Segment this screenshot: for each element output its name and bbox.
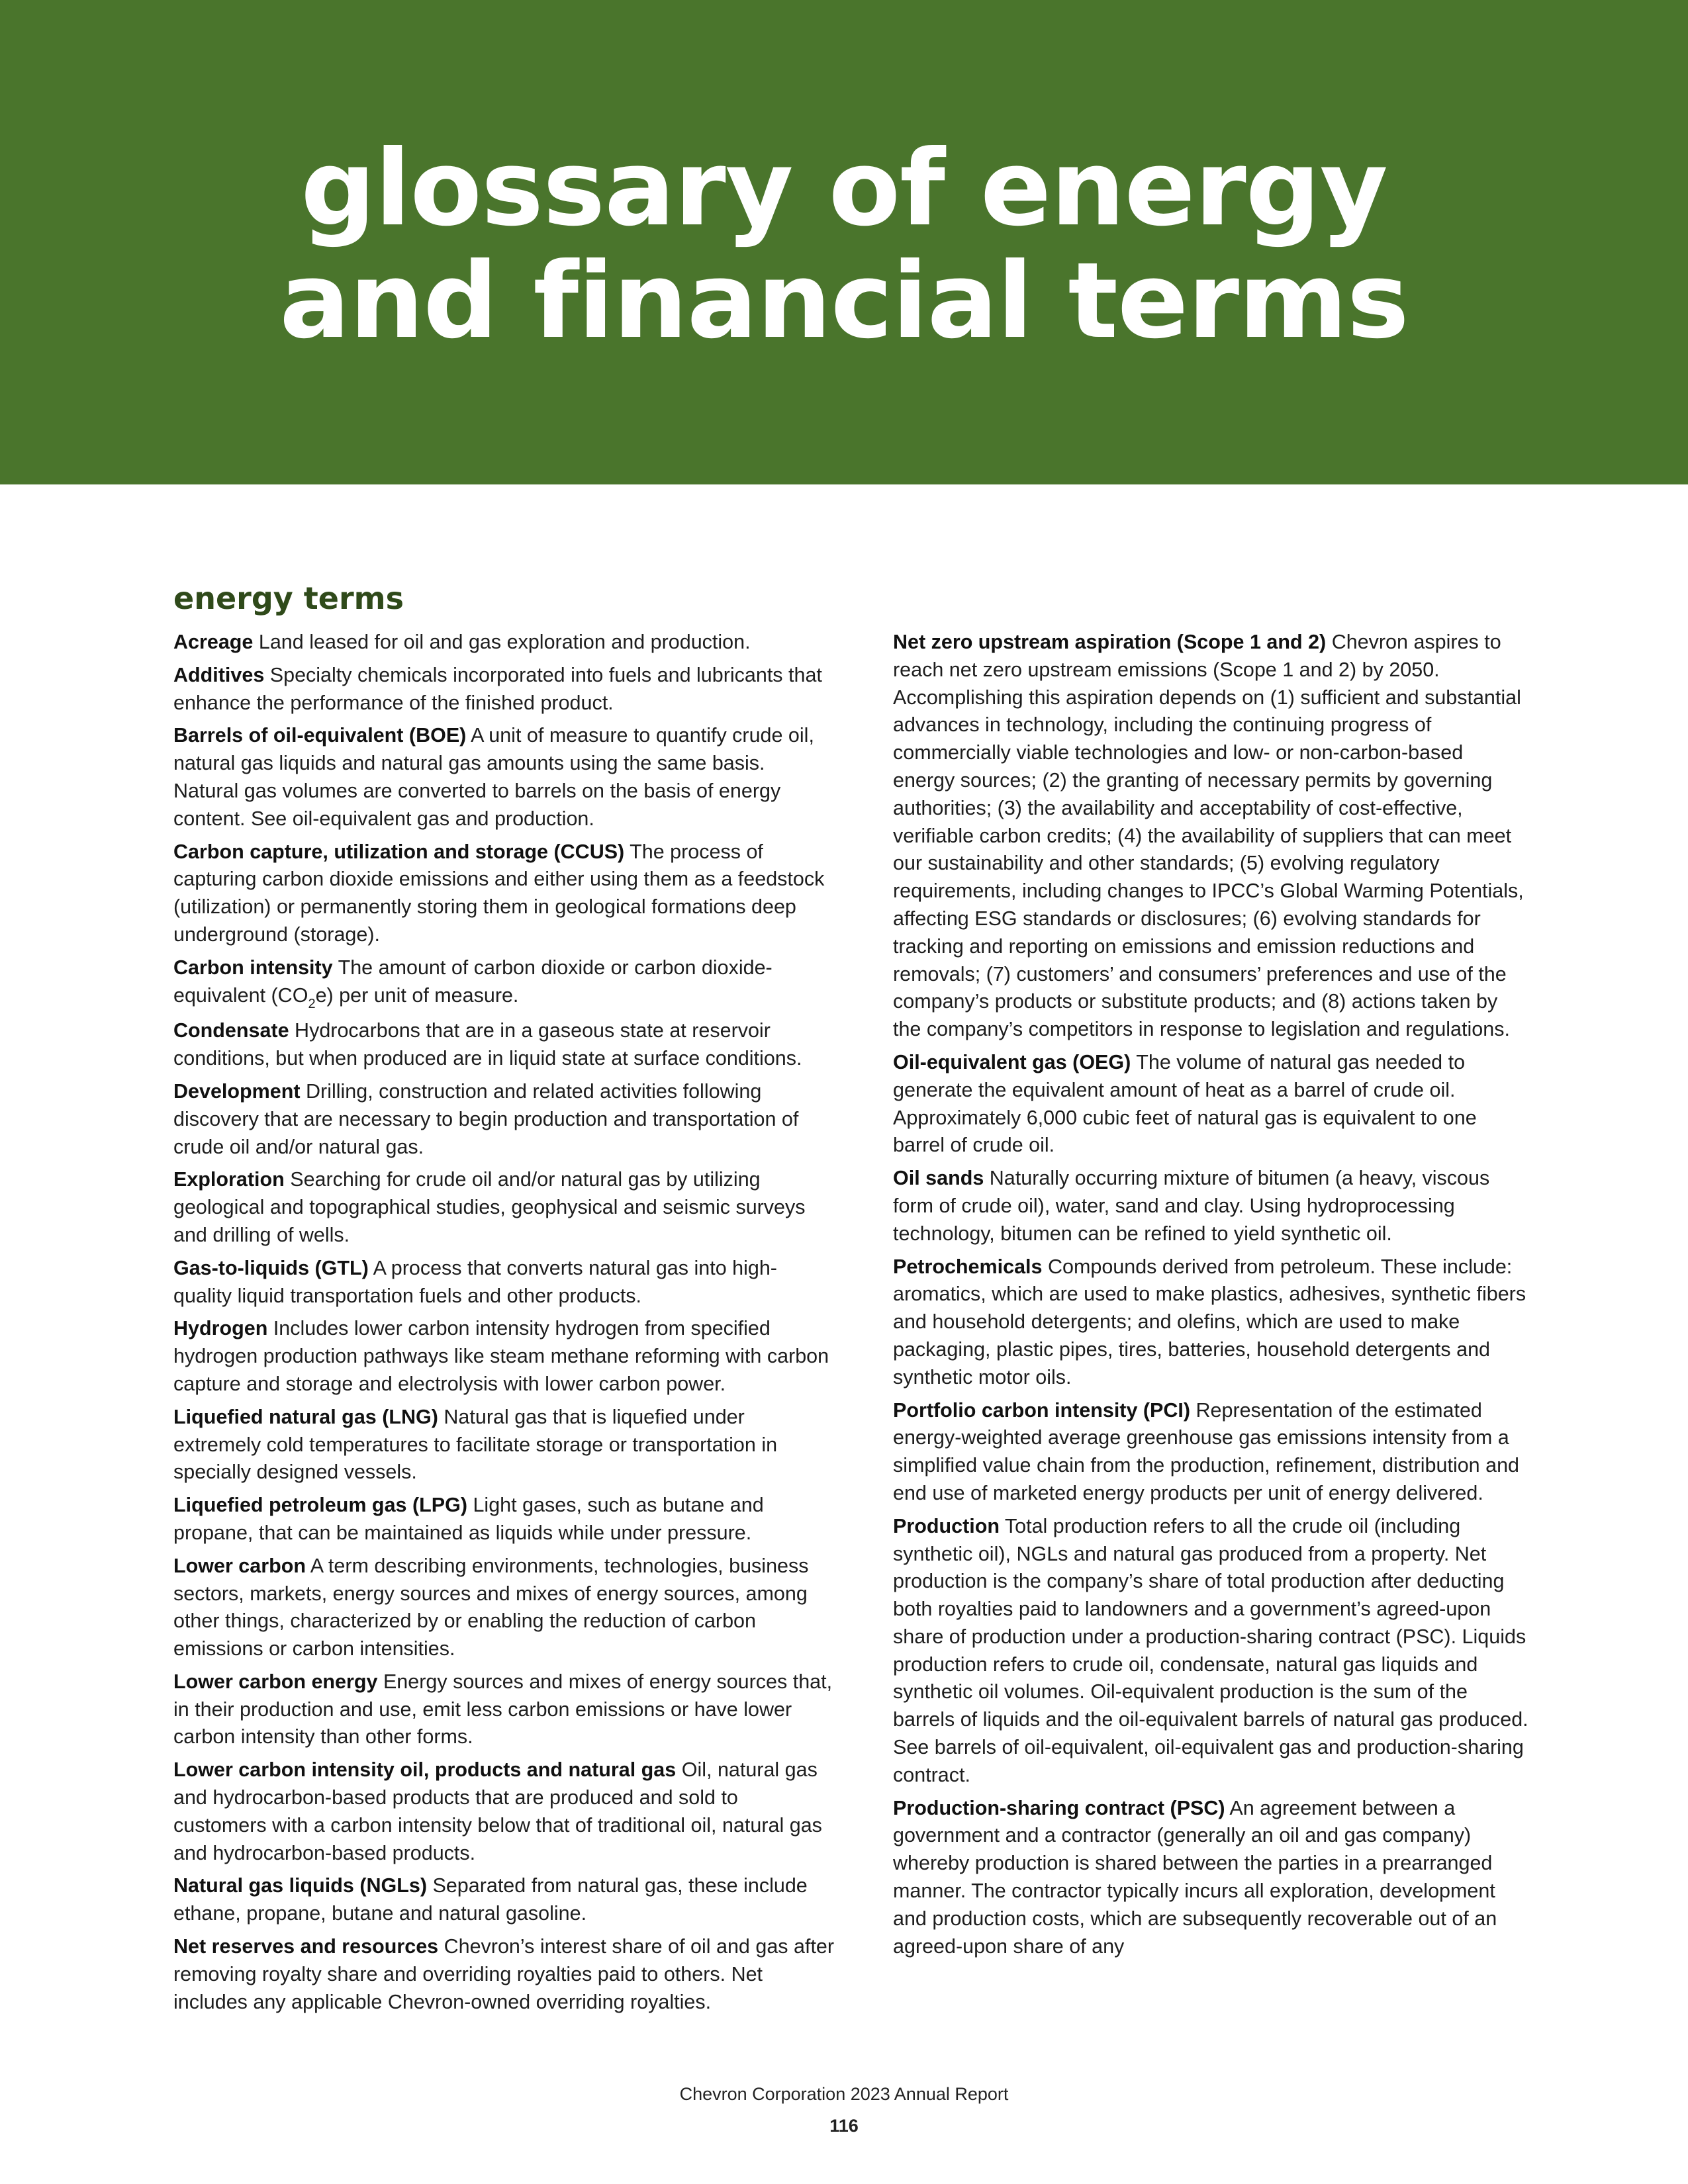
glossary-term: Net zero upstream aspiration (Scope 1 and 2) (893, 631, 1327, 653)
glossary-entry (173, 1404, 835, 1486)
glossary-definition: Oil, natural gas and hydrocarbon-based products that are produced and sold to customers with a carbon intensity below that of traditional oil, natural gas and hydrocarbon-based products. (173, 1758, 822, 1864)
page-title (0, 128, 1688, 362)
report-footer: Chevron Corporation 2023 Annual Report (679, 2084, 1009, 2104)
glossary-entry (173, 1255, 835, 1310)
glossary-term: Liquefied natural gas (LNG) (173, 1405, 438, 1428)
glossary-term: Development (173, 1079, 301, 1103)
glossary-definition: Drilling, construction and related activities following discovery that are necessary to begin production and transportation of crude oil and/or natural gas. (173, 1079, 799, 1158)
glossary-entry (893, 1795, 1528, 1961)
glossary-definition: A process that converts natural gas into high-quality liquid transportation fuels and other products. (173, 1256, 777, 1307)
glossary-definition: Compounds derived from petroleum. These include: aromatics, which are used to make plastics, adhesives, synthetic fibers and household detergents; and olefins, which are used to make packaging, plastic pipes, tires, batteries, household detergents and synthetic motor oils. (893, 1255, 1526, 1388)
glossary-entry (173, 1553, 835, 1663)
glossary-term: Lower carbon energy (173, 1670, 378, 1693)
page-number: 116 (829, 2116, 859, 2136)
glossary-term: Production-sharing contract (PSC) (893, 1796, 1225, 1819)
glossary-definition: Specialty chemicals incorporated into fuels and lubricants that enhance the performance of the finished product. (173, 663, 822, 714)
glossary-term: Liquefied petroleum gas (LPG) (173, 1494, 467, 1517)
glossary-term: Acreage (173, 631, 254, 653)
glossary-term: Production (893, 1514, 1000, 1537)
glossary-term: Net reserves and resources (173, 1935, 439, 1958)
glossary-definition: Total production refers to all the crude oil (including synthetic oil), NGLs and natural gas produced from a property. Net production is the company’s share of total production after deducting both royalties paid to landowners and a government’s agreed-upon share of production under a production-sharing contract (PSC). Liquids production refers to crude oil, condensate, natural gas liquids and synthetic oil volumes. Oil-equivalent production is the sum of the barrels of liquids and the oil-equivalent barrels of natural gas produced. See barrels of oil-equivalent, oil-equivalent gas and production-sharing contract. (893, 1514, 1528, 1786)
glossary-entry (173, 1492, 835, 1547)
glossary-entry (893, 1513, 1528, 1790)
glossary-entry (173, 662, 835, 717)
glossary-definition: The process of capturing carbon dioxide emissions and either using them as a feedstock (utilization) or permanently storing them in geological formations deep underground (storage). (173, 840, 825, 946)
glossary-definition: The volume of natural gas needed to generate the equivalent amount of heat as a barrel of crude oil. Approximately 6,000 cubic feet of natural gas is equivalent to one barrel of crude oil. (893, 1050, 1477, 1157)
glossary-term: Condensate (173, 1019, 289, 1042)
glossary-column-right (893, 629, 1528, 1966)
subscript-two: 2 (308, 996, 316, 1011)
glossary-definition: The amount of carbon dioxide or carbon dioxide-equivalent (CO (173, 956, 773, 1007)
glossary-definition: Representation of the estimated energy-weighted average greenhouse gas emissions intensity from a simplified value chain from the production, refinement, distribution and end use of marketed energy products per unit of energy delivered. (893, 1398, 1520, 1504)
glossary-entry (173, 1166, 835, 1249)
glossary-definition-end: e) per unit of measure. (315, 983, 519, 1007)
glossary-definition: Chevron’s interest share of oil and gas after removing royalty share and overriding royalties paid to others. Net includes any applicable Chevron-owned overriding royalties. (173, 1935, 835, 2013)
glossary-entry (173, 954, 835, 1013)
glossary-term: Barrels of oil-equivalent (BOE) (173, 724, 467, 747)
glossary-entry (893, 1253, 1528, 1392)
glossary-term: Lower carbon (173, 1554, 306, 1577)
glossary-definition: Land leased for oil and gas exploration and production. (258, 631, 751, 653)
glossary-entry (173, 839, 835, 949)
glossary-term: Petrochemicals (893, 1255, 1043, 1278)
glossary-entry (173, 1668, 835, 1751)
glossary-definition: Hydrocarbons that are in a gaseous state at reservoir conditions, but when produced are in liquid state at surface conditions. (173, 1019, 802, 1070)
glossary-term: Carbon intensity (173, 956, 333, 979)
glossary-entry (893, 1397, 1528, 1508)
glossary-column-left (173, 629, 835, 2021)
glossary-entry (173, 1017, 835, 1073)
page-title-line-2: and financial terms (279, 240, 1409, 362)
glossary-term: Natural gas liquids (NGLs) (173, 1874, 427, 1897)
glossary-term: Oil-equivalent gas (OEG) (893, 1050, 1131, 1073)
glossary-entry (173, 722, 835, 833)
glossary-entry (173, 1078, 835, 1161)
glossary-definition: Natural gas that is liquefied under extremely cold temperatures to facilitate storage or transportation in specially designed vessels. (173, 1405, 778, 1484)
glossary-definition: Naturally occurring mixture of bitumen (a heavy, viscous form of crude oil), water, sand and clay. Using hydroprocessing technology, bitumen can be refined to yield synthetic oil. (893, 1167, 1490, 1245)
glossary-definition: Separated from natural gas, these include ethane, propane, butane and natural gasoline. (173, 1874, 808, 1925)
glossary-definition: Energy sources and mixes of energy sources that, in their production and use, emit less carbon emissions or have lower carbon intensity than other forms. (173, 1670, 833, 1749)
glossary-definition: Includes lower carbon intensity hydrogen from specified hydrogen production pathways like steam methane reforming with carbon capture and storage and electrolysis with lower carbon power. (173, 1317, 829, 1395)
glossary-definition: Chevron aspires to reach net zero upstream emissions (Scope 1 and 2) by 2050. Accomplishing this aspiration depends on (1) sufficient and substantial advances in technology, including the continuing progress of commercially viable technologies and low- or non-carbon-based energy sources; (2) the granting of necessary permits by governing authorities; (3) the availability and acceptability of cost-effective, verifiable carbon credits; (4) the availability of suppliers that can meet our sustainability and other standards; (5) evolving regulatory requirements, including changes to IPCC’s Global Warming Potentials, affecting ESG standards or disclosures; (6) evolving standards for tracking and reporting on emissions and emission reductions and removals; (7) customers’ and consumers’ preferences and use of the company’s products or substitute products; and (8) actions taken by the company’s competitors in response to legislation and regulations. (893, 631, 1524, 1041)
glossary-term: Portfolio carbon intensity (PCI) (893, 1398, 1191, 1422)
glossary-definition: A term describing environments, technologies, business sectors, markets, energy sources and mixes of energy sources, among other things, characterized by or enabling the reduction of carbon emissions or carbon intensities. (173, 1554, 809, 1661)
glossary-term: Carbon capture, utilization and storage (CCUS) (173, 840, 625, 863)
glossary-term: Additives (173, 663, 265, 686)
glossary-term: Exploration (173, 1168, 285, 1191)
section-heading: energy terms (173, 580, 404, 616)
glossary-entry (173, 1933, 835, 2016)
glossary-term: Gas-to-liquids (GTL) (173, 1256, 369, 1279)
glossary-entry (893, 1049, 1528, 1160)
title-banner (0, 0, 1688, 484)
glossary-entry (173, 1315, 835, 1398)
glossary-definition: Light gases, such as butane and propane, that can be maintained as liquids while under pressure. (173, 1494, 764, 1544)
glossary-definition: A unit of measure to quantify crude oil, natural gas liquids and natural gas amounts using the same basis. Natural gas volumes are converted to barrels on the basis of energy content. See oil-equivalent gas and production. (173, 724, 814, 830)
glossary-entry (173, 1872, 835, 1928)
glossary-term: Lower carbon intensity oil, products and natural gas (173, 1758, 677, 1782)
glossary-entry (173, 1756, 835, 1867)
page-title-line-1: glossary of energy (301, 128, 1387, 250)
glossary-definition: An agreement between a government and a contractor (generally an oil and gas company) whereby production is shared between the parties in a prearranged manner. The contractor typically incurs all exploration, development and production costs, which are subsequently recoverable out of an agreed-upon share of any (893, 1796, 1497, 1958)
glossary-entry (893, 1165, 1528, 1248)
glossary-definition: Searching for crude oil and/or natural gas by utilizing geological and topographical studies, geophysical and seismic surveys and drilling of wells. (173, 1168, 806, 1246)
glossary-entry (173, 629, 835, 657)
glossary-term: Hydrogen (173, 1317, 268, 1340)
glossary-entry (893, 629, 1528, 1044)
glossary-term: Oil sands (893, 1167, 984, 1190)
